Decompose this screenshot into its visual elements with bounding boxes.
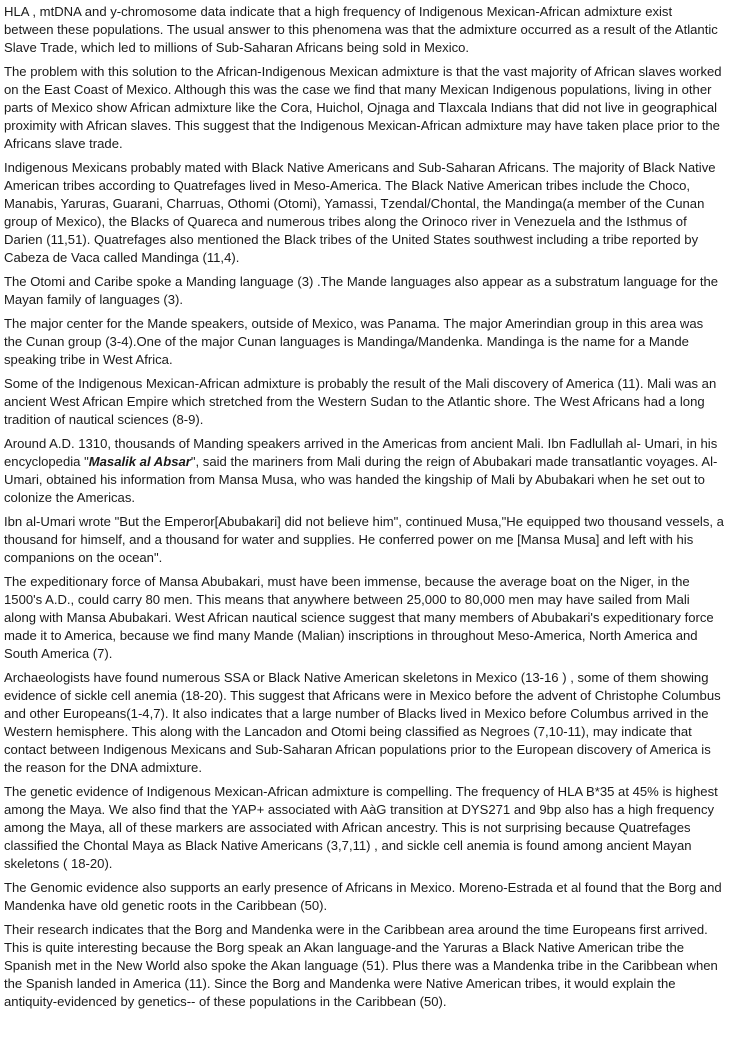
paragraph-12: The Genomic evidence also supports an early presence of Africans in Mexico. Moreno-Estrada et al found that the Borg and Mandenka have old genetic roots in the Caribbean (50).: [4, 880, 722, 913]
paragraph-7-text-after: ", said the mariners from Mali during the reign of Abubakari made transatlantic voyages. Al-Umari, obtained his information from Mansa Musa, who was handed the kingship of Mali by Abubakari when he set out to colonize the Americas.: [4, 454, 718, 505]
paragraph-4: The Otomi and Caribe spoke a Manding language (3) .The Mande languages also appear as a substratum language for the Mayan family of languages (3).: [4, 274, 719, 307]
paragraph-13: Their research indicates that the Borg and Mandenka were in the Caribbean area around the time Europeans first arrived. This is quite interesting because the Borg speak an Akan language-and the Yaruras a Black Native American tribe the Spanish met in the New World also spoke the Akan language (51). Plus there was a Mandenka tribe in the Caribbean when the Spanish landed in America (11). Since the Borg and Mandenka were Native American tribes, it would explain the antiquity-evidenced by genetics-- of these populations in the Caribbean (50).: [4, 922, 718, 1009]
paragraph-8: Ibn al-Umari wrote "But the Emperor[Abubakari] did not believe him", continued Musa,"He equipped two thousand vessels, a thousand for himself, and a thousand for water and supplies. He conferred power on me [Mansa Musa] and left with his companions on the ocean".: [4, 514, 724, 565]
book-title-masalik-al-absar: Masalik al Absar: [88, 454, 191, 469]
paragraph-10: Archaeologists have found numerous SSA or Black Native American skeletons in Mexico (13-16 ) , some of them showing evidence of sickle cell anemia (18-20). This suggest that Africans were in Mexico before the advent of Christophe Columbus and other Europeans(1-4,7). It also indicates that a large number of Blacks lived in Mexico before Columbus arrived in the Western hemisphere. This along with the Lancadon and Otomi being classified as Negroes (7,10-11), may indicate that contact between Indigenous Mexicans and Sub-Saharan African populations prior to the European discovery of America is the reason for the DNA admixture.: [4, 670, 721, 775]
paragraph-2: The problem with this solution to the African-Indigenous Mexican admixture is that the vast majority of African slaves worked on the East Coast of Mexico. Although this was the case we find that many Mexican Indigenous populations, living in other parts of Mexico show African admixture like the Cora, Huichol, Ojnaga and Tlaxcala Indians that did not live in geographical proximity with African slaves. This suggest that the Indigenous Mexican-African admixture may have taken place prior to the Africans slave trade.: [4, 64, 722, 151]
paragraph-1: HLA , mtDNA and y-chromosome data indicate that a high frequency of Indigenous Mexican-African admixture exist between these populations. The usual answer to this phenomena was that the admixture occurred as a result of the Atlantic Slave Trade, which led to millions of Sub-Saharan Africans being sold in Mexico.: [4, 4, 718, 55]
paragraph-11: The genetic evidence of Indigenous Mexican-African admixture is compelling. The frequency of HLA B*35 at 45% is highest among the Maya. We also find that the YAP+ associated with AàG transition at DYS271 and 9bp also has a high frequency among the Maya, all of these markers are associated with African ancestry. This is not surprising because Quatrefages classified the Chontal Maya as Black Native Americans (3,7,11) , and sickle cell anemia is found among ancient Mayan skeletons ( 18-20).: [4, 784, 718, 871]
paragraph-9: The expeditionary force of Mansa Abubakari, must have been immense, because the average boat on the Niger, in the 1500's A.D., could carry 80 men. This means that anywhere between 25,000 to 80,000 men may have sailed from Mali along with Mansa Abubakari. West African nautical science suggest that many members of Abubakari's expeditionary force made it to America, because we find many Mande (Malian) inscriptions in throughout Meso-America, North America and South America (7).: [4, 574, 714, 661]
paragraph-5: The major center for the Mande speakers, outside of Mexico, was Panama. The major Amerindian group in this area was the Cunan group (3-4).One of the major Cunan languages is Mandinga/Mandenka. Mandinga is the name for a Mande speaking tribe in West Africa.: [4, 316, 704, 367]
paragraph-7: [4, 435, 724, 507]
paragraph-3: Indigenous Mexicans probably mated with Black Native Americans and Sub-Saharan Africans. The majority of Black Native American tribes according to Quatrefages lived in Meso-America. The Black Native American tribes include the Choco, Manabis, Yaruras, Guarani, Charruas, Othomi (Otomi), Yamassi, Tzendal/Chontal, the Mandinga(a member of the Cunan group of Mexico), the Blacks of Quareca and numerous tribes along the Orinoco river in Venezuela and the Isthmus of Darien (11,51). Quatrefages also mentioned the Black tribes of the United States southwest including a tribe reported by Cabeza de Vaca called Mandinga (11,4).: [4, 160, 716, 265]
paragraph-6: Some of the Indigenous Mexican-African admixture is probably the result of the Mali discovery of America (11). Mali was an ancient West African Empire which stretched from the Western Sudan to the Atlantic shore. The West Africans had a long tradition of nautical sciences (8-9).: [4, 376, 717, 427]
paragraph-7-text-before: Around A.D. 1310, thousands of Manding speakers arrived in the Americas from ancient Mali. Ibn Fadlullah al- Umari, in his encyclopedia ": [4, 436, 718, 469]
article-body: [4, 3, 724, 1011]
